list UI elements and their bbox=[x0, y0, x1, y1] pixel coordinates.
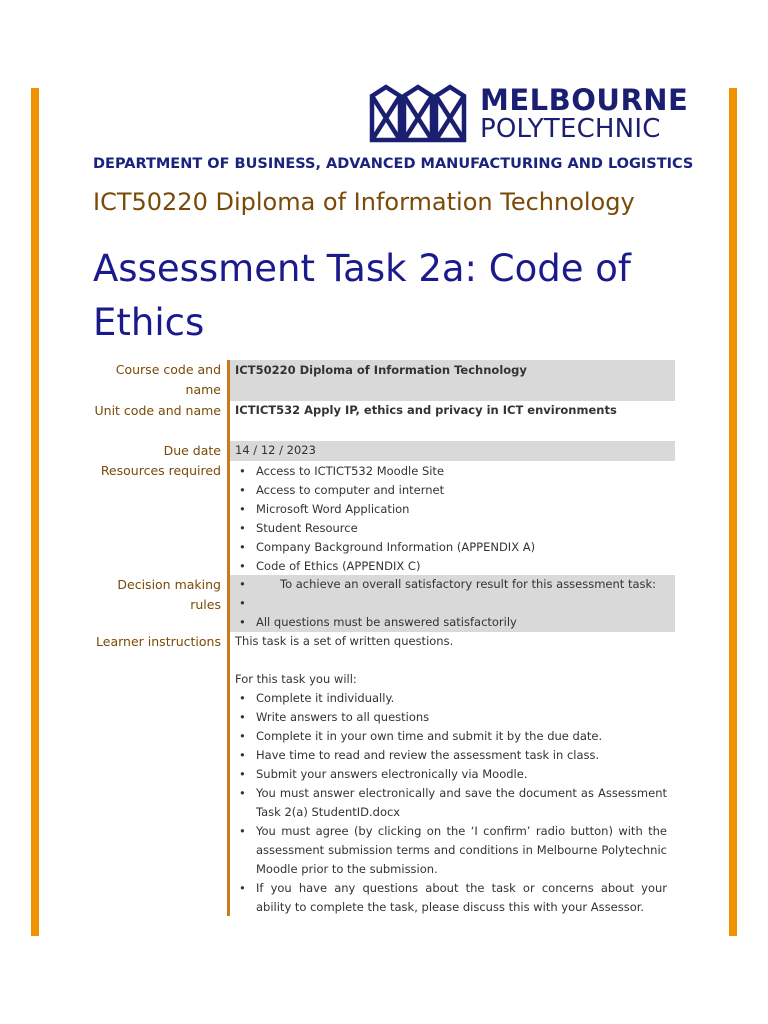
learner-instructions-label: Learner instructions bbox=[96, 634, 221, 649]
course-title: ICT50220 Diploma of Information Technology bbox=[93, 188, 635, 216]
resources-value bbox=[227, 461, 675, 575]
list-item: • If you have any questions about the task or concerns about your ability to complete the task, please discuss this with your Assessor. bbox=[235, 879, 667, 917]
list-item: • Code of Ethics (APPENDIX C) bbox=[235, 557, 675, 576]
list-item: • Complete it in your own time and submit it by the due date. bbox=[235, 727, 667, 746]
logo-text-line2: POLYTECHNIC bbox=[480, 114, 661, 144]
course-code-value: ICT50220 Diploma of Information Technology bbox=[227, 360, 675, 401]
page-title: Assessment Task 2a: Code of Ethics bbox=[93, 247, 631, 344]
learner-intro: This task is a set of written questions. bbox=[235, 634, 454, 648]
decision-rules-list bbox=[235, 575, 675, 632]
unit-code-value: ICTICT532 Apply IP, ethics and privacy in ICT environments bbox=[227, 401, 675, 441]
due-date-row bbox=[93, 441, 675, 461]
list-item: • All questions must be answered satisfactorily bbox=[235, 613, 675, 632]
list-item bbox=[235, 594, 675, 613]
list-item: • Company Background Information (APPENDIX A) bbox=[235, 538, 675, 557]
list-item: • Student Resource bbox=[235, 519, 675, 538]
learner-instructions-list bbox=[235, 689, 675, 917]
list-item: • Access to ICTICT532 Moodle Site bbox=[235, 462, 675, 481]
assessment-info-table bbox=[93, 360, 675, 916]
course-code-row bbox=[93, 360, 675, 401]
list-item: • Microsoft Word Application bbox=[235, 500, 675, 519]
melbourne-polytechnic-logo bbox=[368, 83, 689, 146]
list-item: • You must answer electronically and save the document as Assessment Task 2(a) StudentID.docx bbox=[235, 784, 667, 822]
list-item: • Access to computer and internet bbox=[235, 481, 675, 500]
decision-rules-label: Decision making rules bbox=[117, 577, 221, 612]
list-item: • Have time to read and review the assessment task in class. bbox=[235, 746, 667, 765]
department-heading: DEPARTMENT OF BUSINESS, ADVANCED MANUFACTURING AND LOGISTICS bbox=[93, 156, 694, 172]
learner-instructions-row bbox=[93, 632, 675, 916]
resources-list bbox=[235, 462, 675, 576]
list-item: • You must agree (by clicking on the ‘I confirm’ radio button) with the assessment submission terms and conditions in Melbourne Polytechnic Moodle prior to the submission. bbox=[235, 822, 667, 879]
blank-line bbox=[235, 651, 675, 670]
learner-instructions-value bbox=[227, 632, 675, 916]
list-item: • Complete it individually. bbox=[235, 689, 667, 708]
learner-for-label: For this task you will: bbox=[235, 672, 357, 686]
due-date-label: Due date bbox=[163, 443, 221, 458]
unit-code-label: Unit code and name bbox=[94, 403, 221, 418]
course-code-label: Course code and name bbox=[115, 362, 221, 397]
list-item: • Submit your answers electronically via Moodle. bbox=[235, 765, 667, 784]
resources-row bbox=[93, 461, 675, 575]
decision-rules-value bbox=[227, 575, 675, 632]
left-accent-bar bbox=[31, 88, 39, 936]
due-date-value: 14 / 12 / 2023 bbox=[227, 441, 675, 461]
decision-rules-row bbox=[93, 575, 675, 632]
list-item: • To achieve an overall satisfactory result for this assessment task: bbox=[235, 575, 675, 594]
list-item: • Write answers to all questions bbox=[235, 708, 667, 727]
unit-code-row bbox=[93, 401, 675, 441]
logo-text-line1: MELBOURNE bbox=[480, 83, 689, 117]
resources-label: Resources required bbox=[100, 463, 221, 478]
right-accent-bar bbox=[729, 88, 737, 936]
logo-mark-icon bbox=[368, 84, 472, 146]
